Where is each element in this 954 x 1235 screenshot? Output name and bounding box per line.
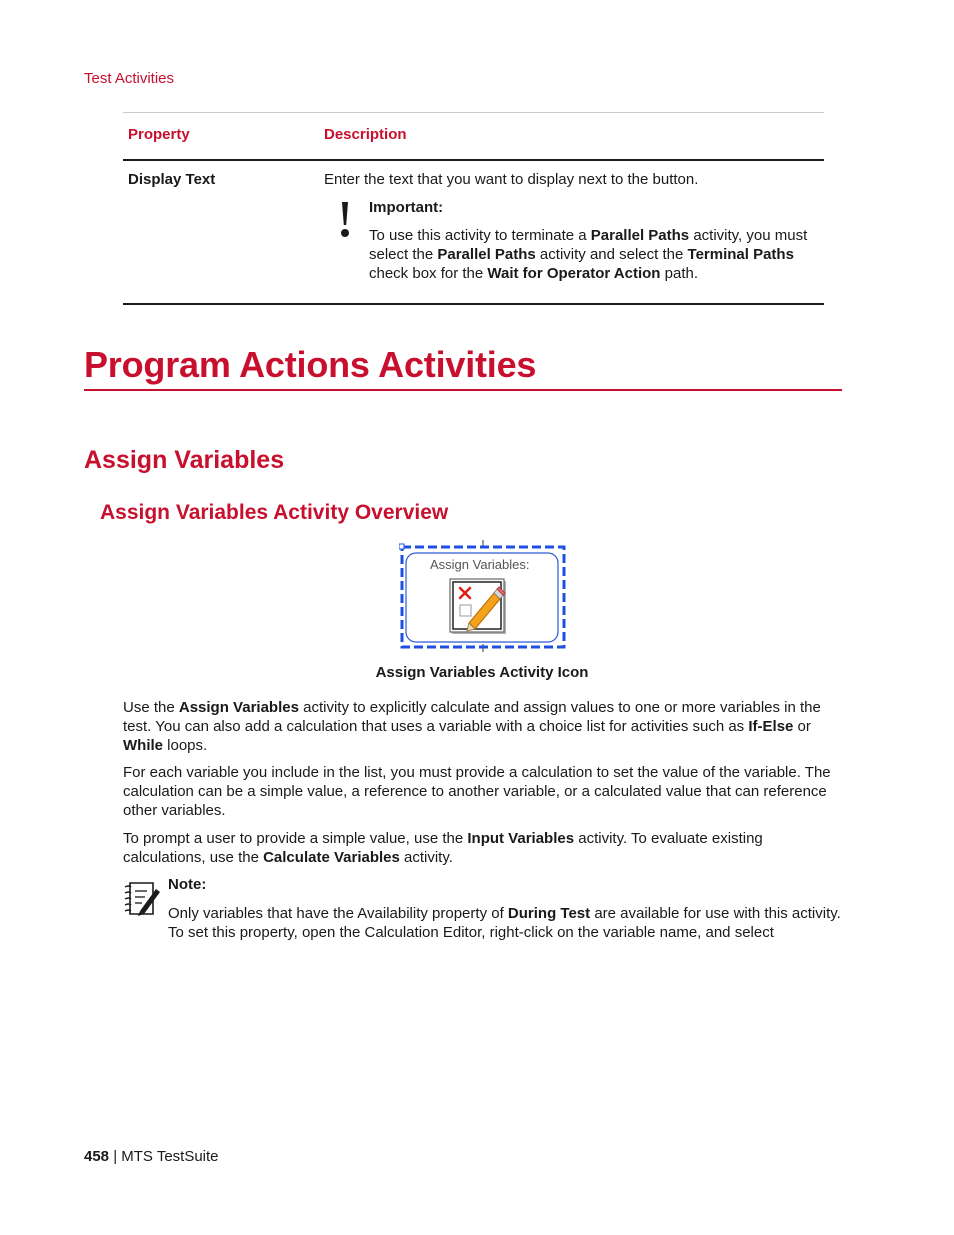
paragraph-assign-variables-intro: Use the Assign Variables activity to explicitly calculate and assign values to one or more variables in the test. You can also add a calculation that uses a variable with a choice list for activities such as If-Else or While loops. [123,699,821,754]
heading-program-actions-activities: Program Actions Activities [84,344,537,385]
note-icon [123,879,161,917]
column-header-property: Property [128,126,190,143]
table-cell-description: Enter the text that you want to display next to the button. [324,171,699,188]
table-header-rule [123,159,824,161]
heading-assign-variables: Assign Variables [84,446,285,474]
paragraph-calculation: For each variable you include in the list, you must provide a calculation to set the value of the variable. The calculation can be a simple value, a reference to another variable, or a calculated value that can reference other variables. [123,764,831,819]
figure-label: Assign Variables: [430,557,530,572]
note-body: Only variables that have the Availability property of During Test are available for use with this activity. To set this property, open the Calculation Editor, right-click on the variable name, and select [168,905,841,941]
exclamation-icon [338,200,352,240]
column-header-description: Description [324,126,407,143]
paragraph-prompt-user: To prompt a user to provide a simple value, use the Input Variables activity. To evaluate existing calculations, use the Calculate Variables activity. [123,830,763,866]
note-title: Note: [168,876,207,893]
important-body: To use this activity to terminate a Parallel Paths activity, you must select the Parallel Paths activity and select the Terminal Paths check box for the Wait for Operator Action path. [369,227,808,282]
table-cell-property: Display Text [128,171,216,188]
page-number: 458 [84,1148,110,1165]
heading-activity-overview: Assign Variables Activity Overview [100,501,449,524]
running-head: Test Activities [84,70,175,87]
table-top-rule [123,112,824,113]
table-bottom-rule [123,303,824,305]
heading-rule [84,389,842,391]
figure-caption: Assign Variables Activity Icon [375,664,589,681]
assign-variables-activity-figure [399,540,567,654]
document-title: MTS TestSuite [121,1148,219,1165]
page-footer: 458 | MTS TestSuite [84,1148,219,1165]
important-title: Important: [369,199,444,216]
